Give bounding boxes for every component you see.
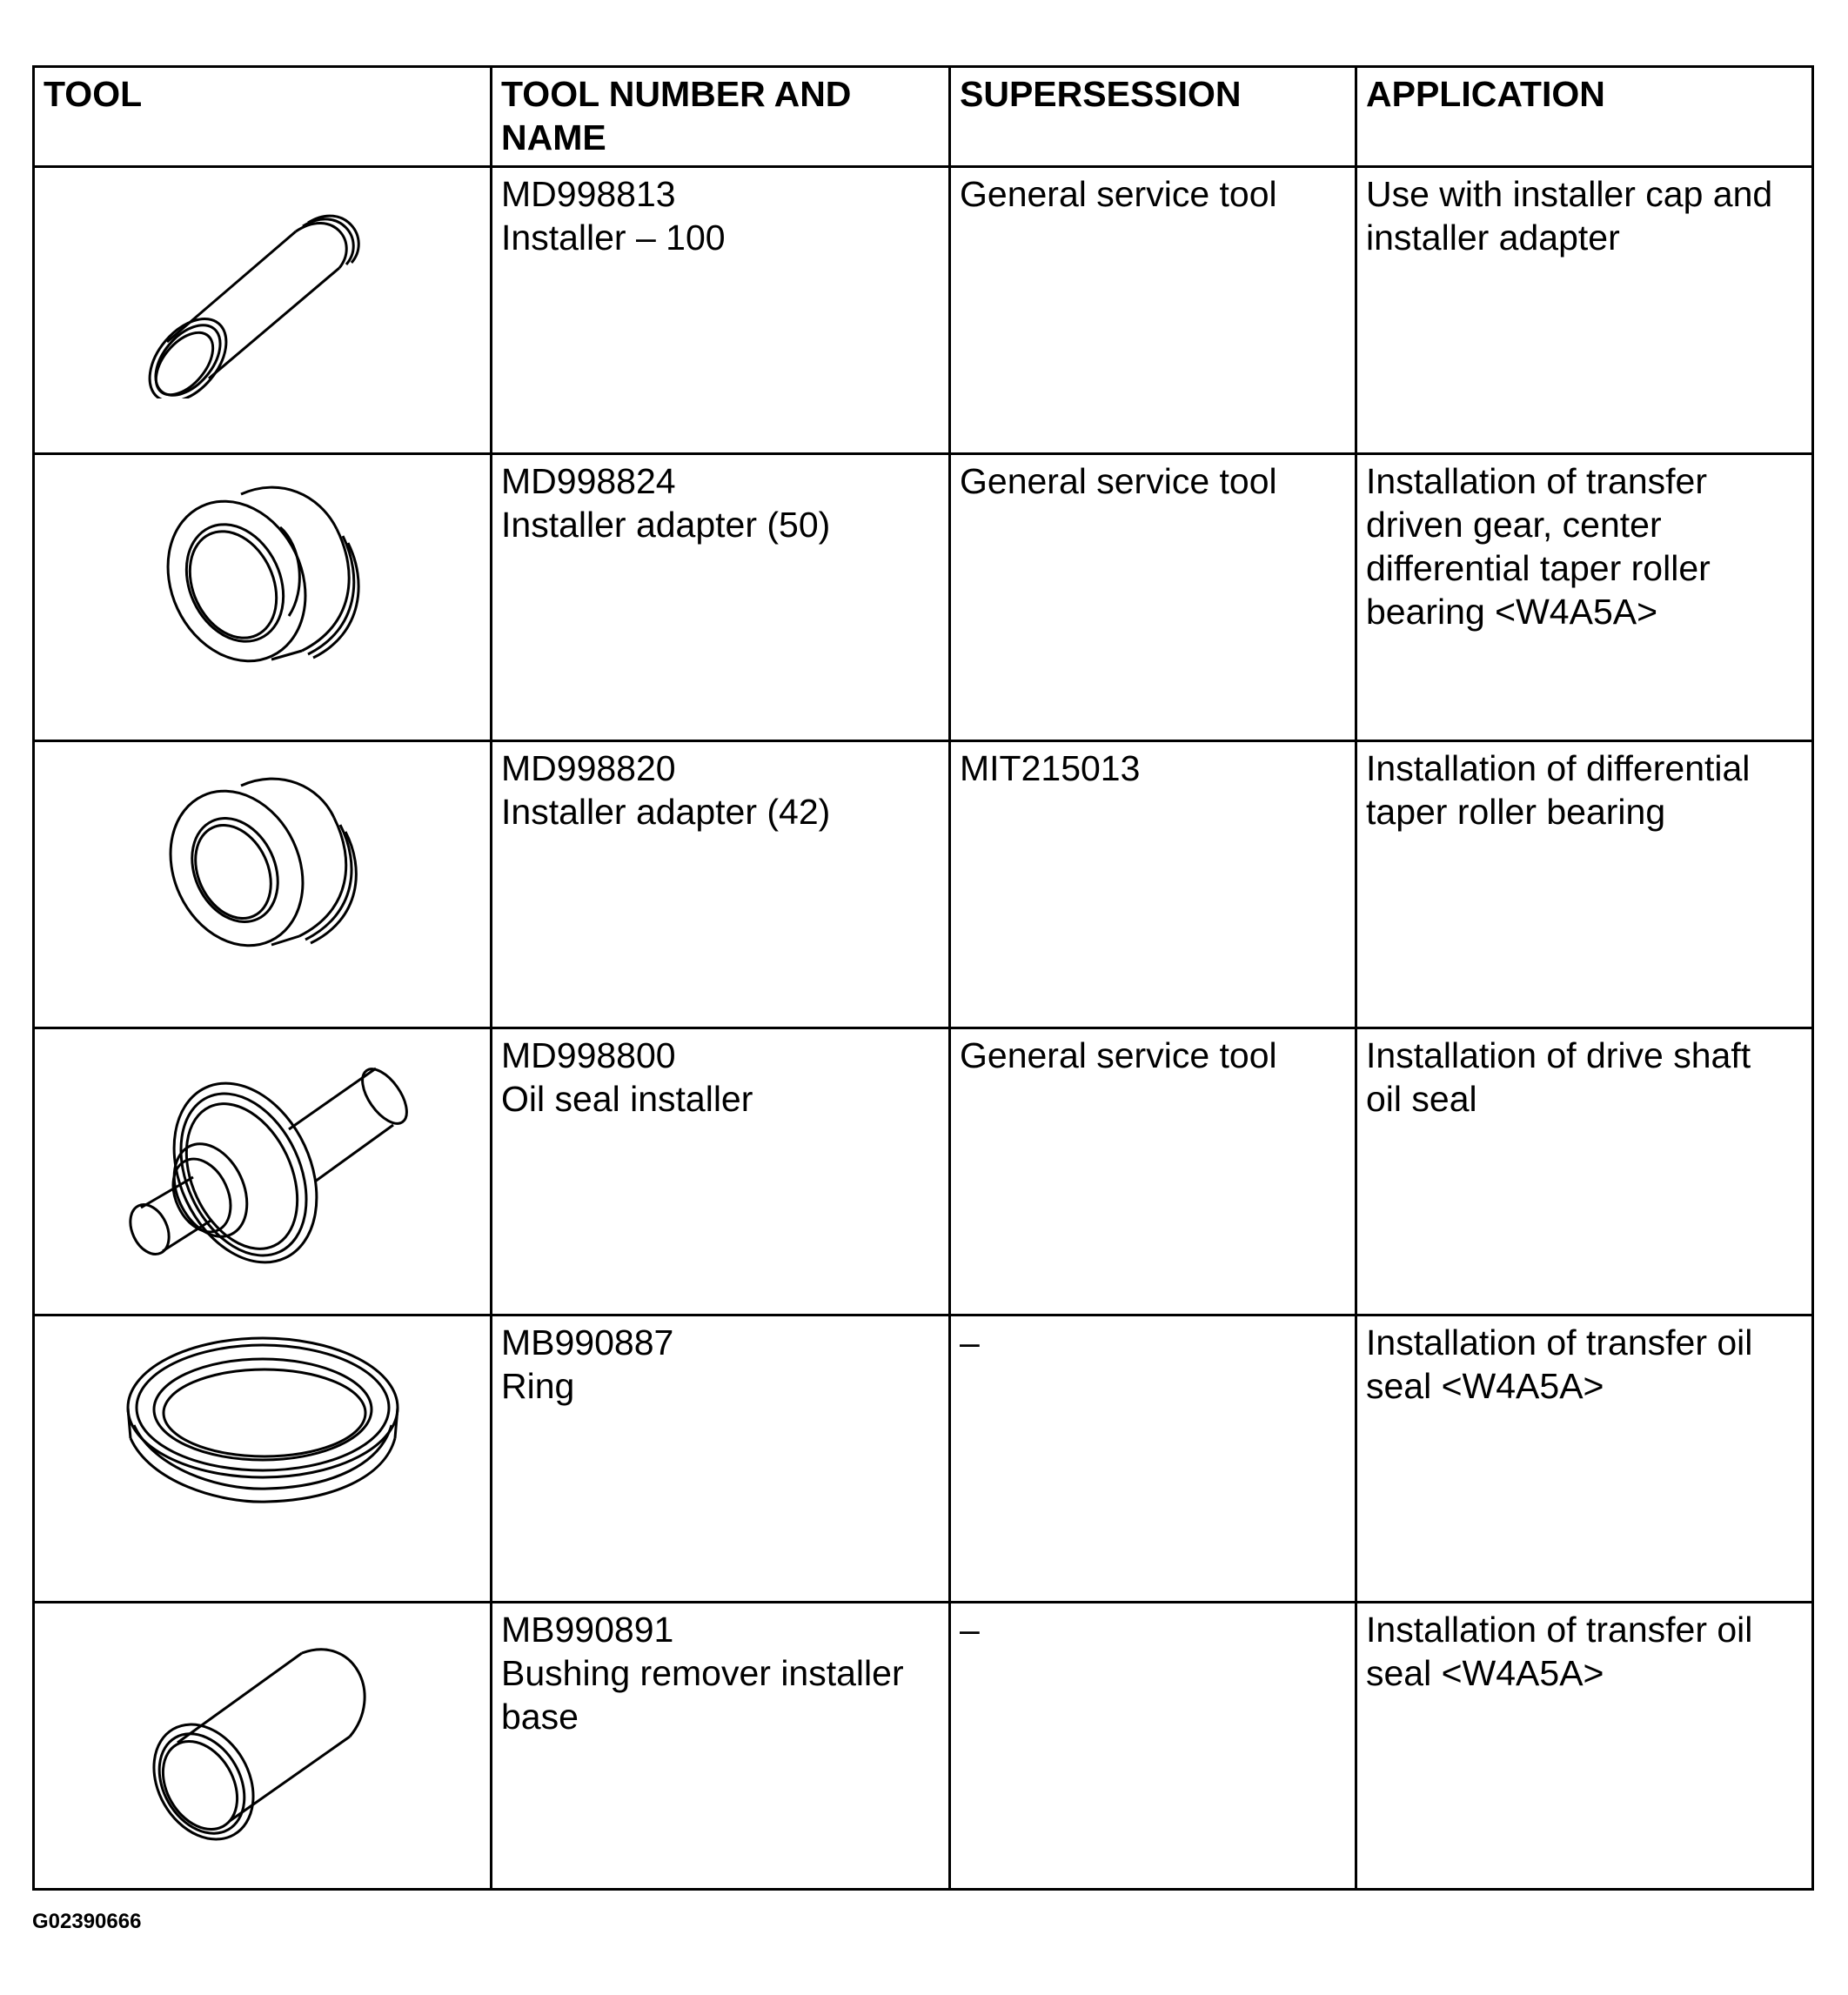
table-row (34, 1028, 1813, 1315)
tool-number-cell (492, 1315, 950, 1603)
tool-name: Ring (501, 1366, 575, 1406)
supersession-cell: MIT215013 (950, 741, 1356, 1028)
tool-name: Installer – 100 (501, 218, 726, 258)
application-line: bearing <W4A5A> (1366, 592, 1658, 632)
tool-number-cell (492, 167, 950, 454)
tool-number: MD998813 (501, 174, 676, 214)
special-tools-table (32, 65, 1814, 1891)
application-cell (1356, 1028, 1813, 1315)
application-line: Installation of transfer oil (1366, 1610, 1753, 1650)
header-tool-number-line: NAME (501, 117, 606, 157)
header-tool-number-line: TOOL NUMBER AND (501, 74, 852, 114)
tool-image-cell (34, 167, 492, 454)
installer-adapter-icon (150, 459, 376, 686)
supersession-cell: – (950, 1315, 1356, 1603)
application-cell (1356, 454, 1813, 741)
tool-image-cell (34, 741, 492, 1028)
header-application: APPLICATION (1356, 67, 1813, 167)
header-tool-number (492, 67, 950, 167)
tool-number: MD998800 (501, 1035, 676, 1075)
supersession-cell: General service tool (950, 167, 1356, 454)
application-line: Installation of transfer (1366, 461, 1707, 501)
application-line: seal <W4A5A> (1366, 1653, 1604, 1693)
header-tool: TOOL (34, 67, 492, 167)
supersession-cell: – (950, 1603, 1356, 1890)
table-row (34, 167, 1813, 454)
table-row (34, 1315, 1813, 1603)
application-line: seal <W4A5A> (1366, 1366, 1604, 1406)
tool-number: MD998820 (501, 748, 676, 788)
tool-number: MB990891 (501, 1610, 674, 1650)
tool-image-cell (34, 1028, 492, 1315)
tool-image-cell (34, 1603, 492, 1890)
application-line: installer adapter (1366, 218, 1620, 258)
application-line: taper roller bearing (1366, 792, 1666, 832)
application-line: Installation of drive shaft (1366, 1035, 1751, 1075)
tool-image-cell (34, 1315, 492, 1603)
application-cell (1356, 741, 1813, 1028)
tool-number-cell (492, 741, 950, 1028)
tool-number-cell (492, 1028, 950, 1315)
application-line: driven gear, center (1366, 505, 1662, 545)
tool-name: Installer adapter (50) (501, 505, 831, 545)
tool-name: Bushing remover installer (501, 1653, 904, 1693)
tool-name: Oil seal installer (501, 1079, 753, 1119)
tool-number-cell (492, 454, 950, 741)
tool-number: MD998824 (501, 461, 676, 501)
header-supersession: SUPERSESSION (950, 67, 1356, 167)
tool-image-cell (34, 454, 492, 741)
supersession-cell: General service tool (950, 454, 1356, 741)
application-line: Installation of transfer oil (1366, 1322, 1753, 1362)
installer-adapter-icon (150, 746, 376, 973)
table-row (34, 741, 1813, 1028)
table-row (34, 454, 1813, 741)
application-line: Use with installer cap and (1366, 174, 1773, 214)
supersession-cell: General service tool (950, 1028, 1356, 1315)
bushing-base-icon (132, 1608, 393, 1843)
table-row (34, 1603, 1813, 1890)
tool-name: base (501, 1697, 579, 1737)
oil-seal-installer-icon (115, 1034, 411, 1277)
tool-number-cell (492, 1603, 950, 1890)
installer-cylinder-icon (132, 172, 393, 398)
figure-caption: G02390666 (32, 1910, 142, 1933)
application-cell (1356, 1315, 1813, 1603)
application-line: differential taper roller (1366, 548, 1711, 588)
tool-name: Installer adapter (42) (501, 792, 831, 832)
application-line: oil seal (1366, 1079, 1477, 1119)
tool-number: MB990887 (501, 1322, 674, 1362)
application-cell (1356, 167, 1813, 454)
ring-icon (115, 1321, 411, 1530)
application-cell (1356, 1603, 1813, 1890)
header-row (34, 67, 1813, 167)
application-line: Installation of differential (1366, 748, 1751, 788)
